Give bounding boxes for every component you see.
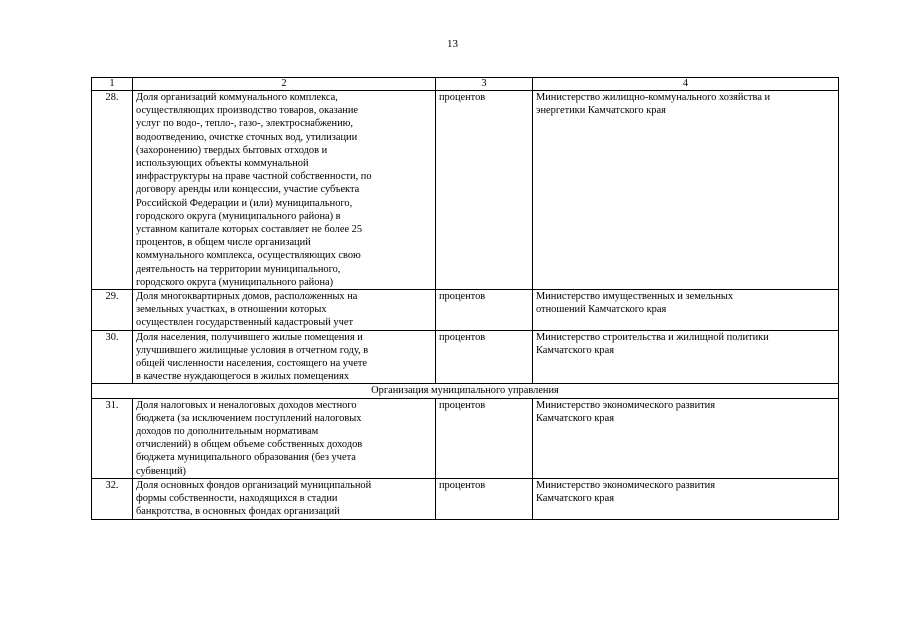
indicator-name-line: Российской Федерации и (или) муниципального, <box>136 197 353 209</box>
responsible-ministry <box>533 290 839 331</box>
indicator-name-line: Доля организаций коммунального комплекса, <box>136 92 338 103</box>
indicator-name <box>133 330 436 384</box>
responsible-ministry <box>533 330 839 384</box>
page-number: 13 <box>447 38 458 50</box>
indicator-name-line: бюджета (за исключением поступлений налоговых <box>136 412 362 424</box>
table-header-row <box>92 78 839 91</box>
ministry-line: Камчатского края <box>536 493 614 505</box>
indicator-name-line: формы собственности, находящихся в стадии <box>136 493 338 505</box>
indicator-name-line: общей численности населения, состоящего на учете <box>136 358 367 370</box>
indicator-name-line: субвенций) <box>136 465 186 477</box>
header-cell-2: 2 <box>133 78 436 91</box>
ministry-line: энергетики Камчатского края <box>536 105 666 117</box>
indicator-name <box>133 398 436 478</box>
indicator-name-line: водоотведению, очистке сточных вод, утилизации <box>136 131 358 143</box>
indicators-table <box>91 77 839 520</box>
unit-of-measure: процентов <box>436 478 533 519</box>
indicator-name-line: отчислений) в общем объеме собственных доходов <box>136 439 363 451</box>
indicator-name <box>133 290 436 331</box>
header-cell-3: 3 <box>436 78 533 91</box>
ministry-line: Министерство жилищно-коммунального хозяйства и <box>536 92 771 103</box>
indicator-name-line: городского округа (муниципального района) <box>136 276 334 288</box>
ministry-line: Министерство экономического развития <box>536 479 716 491</box>
indicator-name-line: Доля многоквартирных домов, расположенных на <box>136 291 358 303</box>
indicator-name-line: деятельность на территории муниципального, <box>136 263 341 275</box>
section-title: Организация муниципального управления <box>92 384 839 398</box>
row-number: 28. <box>92 91 133 290</box>
indicator-name-line: услуг по водо-, тепло-, газо-, электроснабжению, <box>136 118 354 130</box>
unit-of-measure: процентов <box>436 398 533 478</box>
table-row <box>92 91 839 290</box>
indicator-name-line: доходов по дополнительным нормативам <box>136 426 319 438</box>
ministry-line: Министерство экономического развития <box>536 399 716 411</box>
indicator-name-line: Доля основных фондов организаций муниципальной <box>136 479 372 491</box>
indicator-name-line: осуществляющих производство товаров, оказание <box>136 105 359 117</box>
ministry-line: Министерство имущественных и земельных <box>536 291 734 303</box>
indicator-name-line: процентов, в общем числе организаций <box>136 237 311 249</box>
responsible-ministry <box>533 91 839 290</box>
ministry-line: отношений Камчатского края <box>536 304 667 316</box>
table-row <box>92 478 839 519</box>
table-row <box>92 330 839 384</box>
ministry-line: Министерство строительства и жилищной политики <box>536 331 769 343</box>
table-body <box>92 78 839 520</box>
header-cell-4: 4 <box>533 78 839 91</box>
ministry-line: Камчатского края <box>536 344 614 356</box>
indicator-name-line: (захоронению) твердых бытовых отходов и <box>136 144 328 156</box>
indicator-name-line: городского округа (муниципального района) в <box>136 210 341 222</box>
unit-of-measure: процентов <box>436 290 533 331</box>
indicator-name-line: улучшившего жилищные условия в отчетном году, в <box>136 344 369 356</box>
ministry-line: Камчатского края <box>536 412 614 424</box>
indicator-name-line: использующих объекты коммунальной <box>136 158 309 170</box>
indicator-name-line: уставном капитале которых составляет не более 25 <box>136 224 363 236</box>
unit-of-measure: процентов <box>436 91 533 290</box>
table-row <box>92 290 839 331</box>
responsible-ministry <box>533 478 839 519</box>
indicator-name <box>133 91 436 290</box>
row-number: 29. <box>92 290 133 331</box>
responsible-ministry <box>533 398 839 478</box>
indicator-name-line: в качестве нуждающегося в жилых помещениях <box>136 371 350 383</box>
row-number: 30. <box>92 330 133 384</box>
indicator-name-line: коммунального комплекса, осуществляющих свою <box>136 250 361 262</box>
row-number: 32. <box>92 478 133 519</box>
indicator-name-line: бюджета муниципального образования (без учета <box>136 452 356 464</box>
indicator-name-line: Доля населения, получившего жилые помещения и <box>136 331 363 343</box>
unit-of-measure: процентов <box>436 330 533 384</box>
table-row <box>92 398 839 478</box>
indicator-name-line: земельных участках, в отношении которых <box>136 304 327 316</box>
indicator-name-line: инфраструктуры на праве частной собственности, по <box>136 171 372 183</box>
indicator-name-line: Доля налоговых и неналоговых доходов местного <box>136 399 357 411</box>
indicator-name <box>133 478 436 519</box>
header-cell-1: 1 <box>92 78 133 91</box>
section-row <box>92 384 839 398</box>
indicator-name-line: осуществлен государственный кадастровый учет <box>136 317 354 329</box>
indicator-name-line: договору аренды или концессии, участие субъекта <box>136 184 360 196</box>
indicator-name-line: банкротства, в основных фондах организаций <box>136 506 340 518</box>
row-number: 31. <box>92 398 133 478</box>
